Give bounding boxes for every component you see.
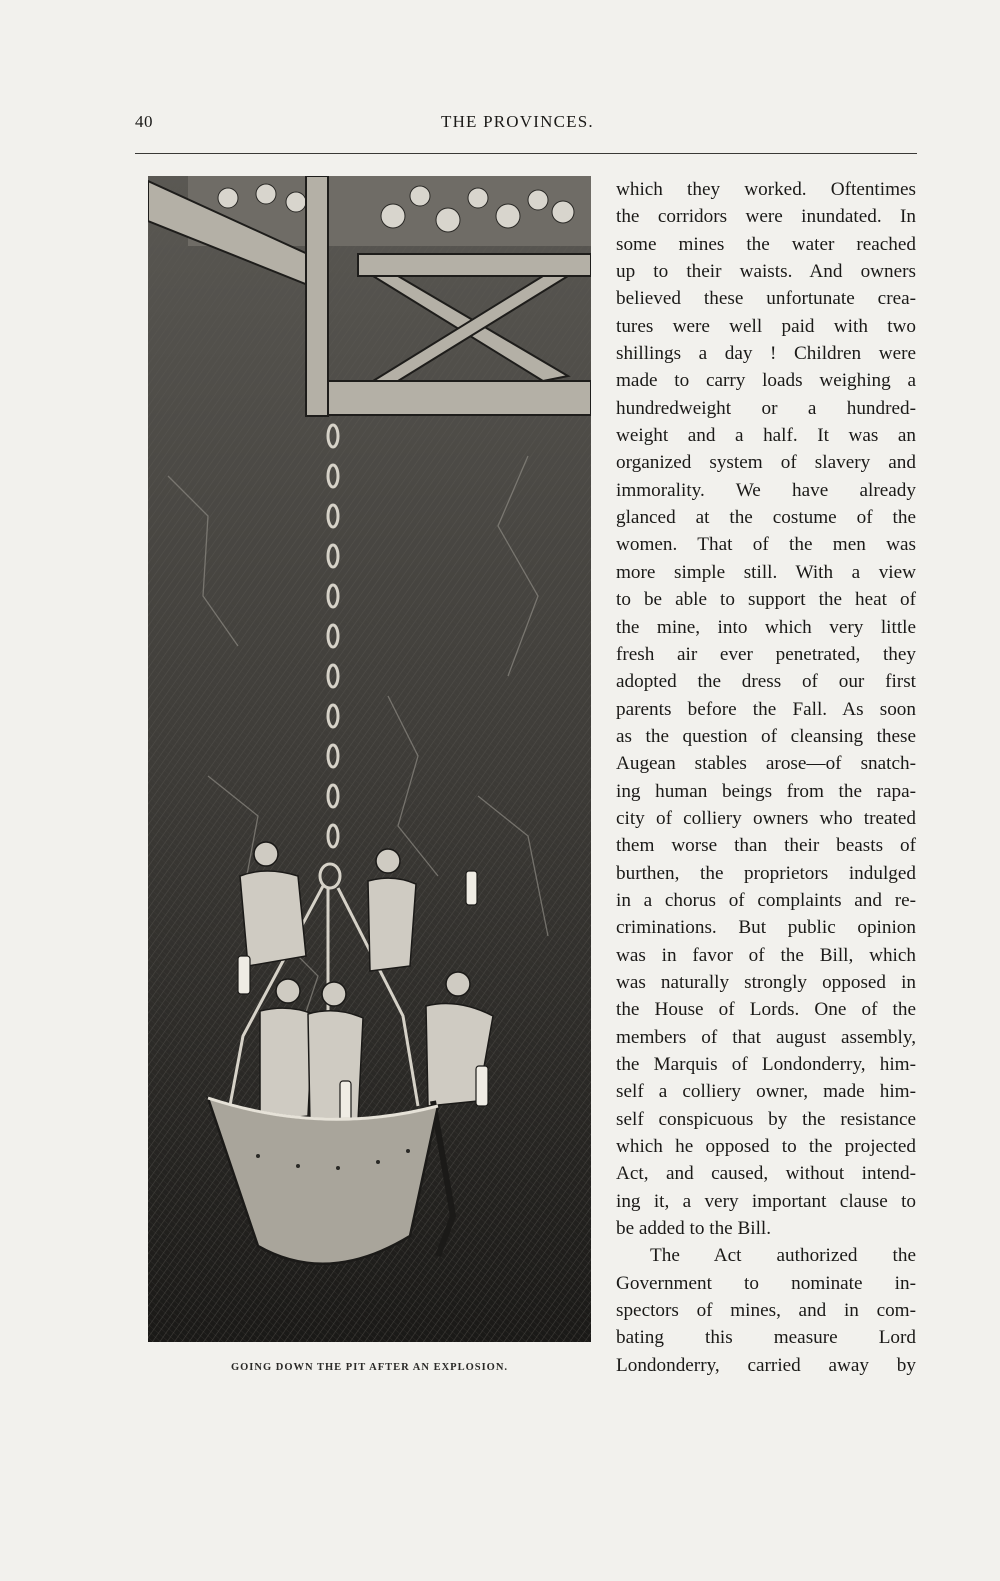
text-line: members of that august assembly, bbox=[616, 1026, 916, 1048]
text-line: tures were well paid with two bbox=[616, 315, 916, 337]
text-line: city of colliery owners who treated bbox=[616, 807, 916, 829]
engraving-illustration bbox=[148, 176, 591, 1342]
text-line: Londonderry, carried away by bbox=[616, 1354, 916, 1376]
text-line: be added to the Bill. bbox=[616, 1218, 772, 1240]
text-line: self conspicuous by the resistance bbox=[616, 1108, 916, 1130]
text-line: Augean stables arose—of snatch- bbox=[616, 753, 916, 775]
text-line: which they worked. Oftentimes bbox=[616, 179, 916, 200]
text-line: made to carry loads weighing a bbox=[616, 370, 916, 392]
text-line: the mine, into which very little bbox=[616, 616, 916, 638]
text-line: shillings a day ! Children were bbox=[616, 343, 916, 365]
text-line: the House of Lords. One of the bbox=[616, 999, 916, 1021]
text-line: immorality. We have already bbox=[616, 479, 916, 501]
text-line: them worse than their beasts of bbox=[616, 835, 916, 857]
header-rule bbox=[135, 153, 917, 154]
page-header bbox=[135, 112, 915, 142]
text-line: was naturally strongly opposed in bbox=[616, 971, 916, 993]
text-line: ing human beings from the rapa- bbox=[616, 780, 916, 802]
text-line: parents before the Fall. As soon bbox=[616, 698, 916, 720]
body-text-column bbox=[616, 176, 916, 1379]
text-line: glanced at the costume of the bbox=[616, 507, 916, 529]
text-line: as the question of cleansing these bbox=[616, 725, 916, 747]
text-line: weight and a half. It was an bbox=[616, 425, 916, 447]
text-line: bating this measure Lord bbox=[616, 1327, 916, 1349]
running-title: THE PROVINCES. bbox=[441, 112, 594, 131]
text-line: some mines the water reached bbox=[616, 233, 916, 255]
text-line: spectors of mines, and in com- bbox=[616, 1300, 916, 1322]
text-line: Act, and caused, without intend- bbox=[616, 1163, 916, 1185]
text-line: believed these unfortunate crea- bbox=[616, 288, 916, 310]
text-line: hundredweight or a hundred- bbox=[616, 397, 916, 419]
text-line: the corridors were inundated. In bbox=[616, 206, 916, 228]
text-line: up to their waists. And owners bbox=[616, 261, 916, 283]
text-line: to be able to support the heat of bbox=[616, 589, 916, 611]
text-line: self a colliery owner, made him- bbox=[616, 1081, 916, 1103]
page-number: 40 bbox=[135, 112, 153, 131]
text-line: the Marquis of Londonderry, him- bbox=[616, 1054, 916, 1075]
text-line: women. That of the men was bbox=[616, 534, 916, 556]
text-line: which he opposed to the projected bbox=[616, 1136, 916, 1158]
figure-caption: GOING DOWN THE PIT AFTER AN EXPLOSION. bbox=[230, 1362, 509, 1373]
text-line: The Act authorized the bbox=[650, 1245, 916, 1267]
text-line: more simple still. With a view bbox=[616, 561, 916, 583]
text-line: organized system of slavery and bbox=[616, 452, 916, 474]
text-line: in a chorus of complaints and re- bbox=[616, 889, 916, 911]
text-line: burthen, the proprietors indulged bbox=[616, 862, 916, 884]
text-line: adopted the dress of our first bbox=[616, 671, 916, 693]
text-line: Government to nominate in- bbox=[616, 1272, 916, 1294]
text-line: criminations. But public opinion bbox=[616, 917, 916, 939]
text-line: fresh air ever penetrated, they bbox=[616, 643, 916, 665]
text-line: ing it, a very important clause to bbox=[616, 1190, 916, 1212]
text-line: was in favor of the Bill, which bbox=[616, 944, 916, 966]
